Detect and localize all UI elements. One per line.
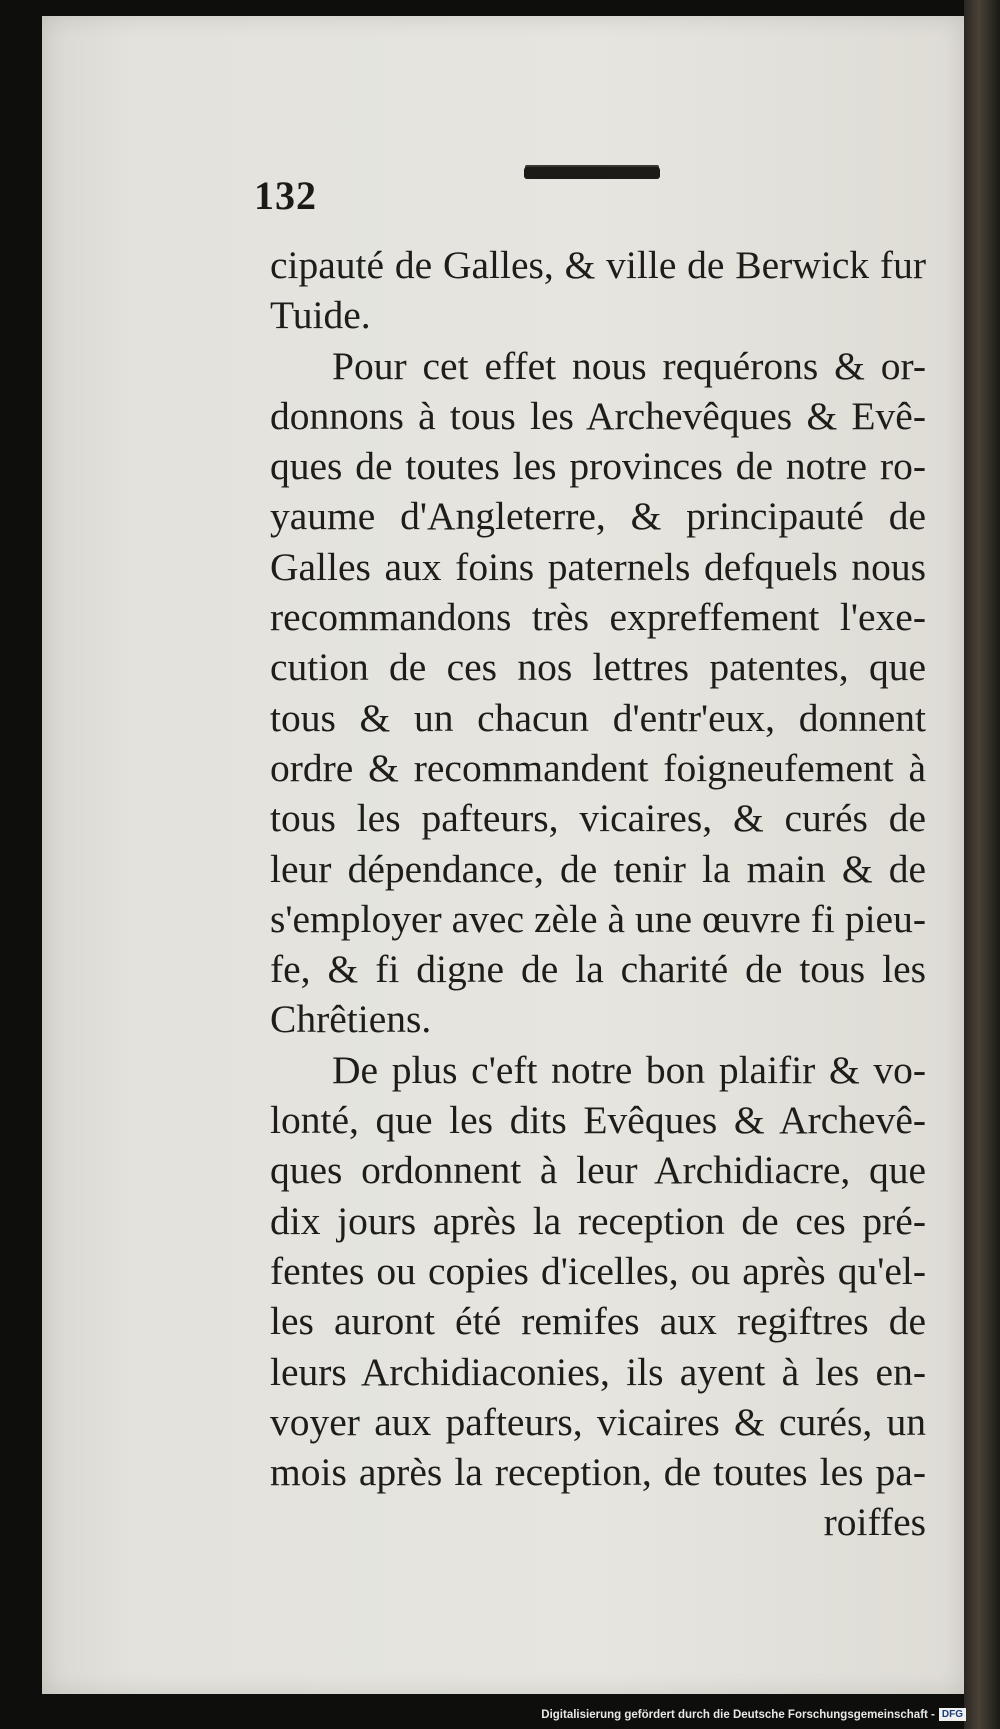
text-line: Chrêtiens. [270,997,432,1042]
text-line: ques de toutes les provinces de notre ro- [270,444,926,489]
text-line: Pour cet effet nous requérons & or- [332,343,926,388]
ornament-rule [524,167,660,179]
text-line: fe, & fi digne de la charité de tous les [270,947,926,992]
digitization-footer [0,1700,966,1729]
body-text [270,240,926,1548]
footer-credit: Digitalisierung gefördert durch die Deutsche Forschungsgemeinschaft - [541,1708,935,1721]
text-line: tous les pafteurs, vicaires, & curés de [270,796,926,841]
book-edge [964,0,1000,1729]
text-line: les auront été remifes aux regiftres de [270,1299,926,1344]
text-line: leur dépendance, de tenir la main & de [270,846,926,891]
page-number: 132 [254,173,317,218]
text-line: donnons à tous les Archevêques & Evê- [270,393,926,438]
text-line: cipauté de Galles, & ville de Berwick fur [270,243,926,287]
text-line: lonté, que les dits Evêques & Archevê- [270,1098,926,1143]
text-line: tous & un chacun d'entr'eux, donnent [270,695,926,740]
text-line: voyer aux pafteurs, vicaires & curés, un [270,1399,926,1444]
text-line: ordre & recommandent foigneufement à [270,745,926,790]
text-line: s'employer avec zèle à une œuvre fi pieu- [270,896,926,941]
catchword: roiffes [823,1500,926,1545]
dfg-logo: DFG [939,1708,966,1721]
text-line: yaume d'Angleterre, & principauté de [270,494,926,539]
text-line: De plus c'eft notre bon plaifir & vo- [332,1047,926,1092]
text-line: dix jours après la reception de ces pré- [270,1198,926,1243]
text-line: ques ordonnent à leur Archidiacre, que [270,1148,926,1193]
text-line: recommandons très expreffement l'exe- [270,595,926,640]
text-line: Galles aux foins paternels defquels nous [270,544,926,589]
text-line: cution de ces nos lettres patentes, que [270,645,926,690]
text-line: Tuide. [270,293,371,338]
text-line: fentes ou copies d'icelles, ou après qu'el- [270,1248,926,1293]
text-line: leurs Archidiaconies, ils ayent à les en- [270,1349,926,1394]
text-line: mois après la reception, de toutes les pa- [270,1450,926,1495]
